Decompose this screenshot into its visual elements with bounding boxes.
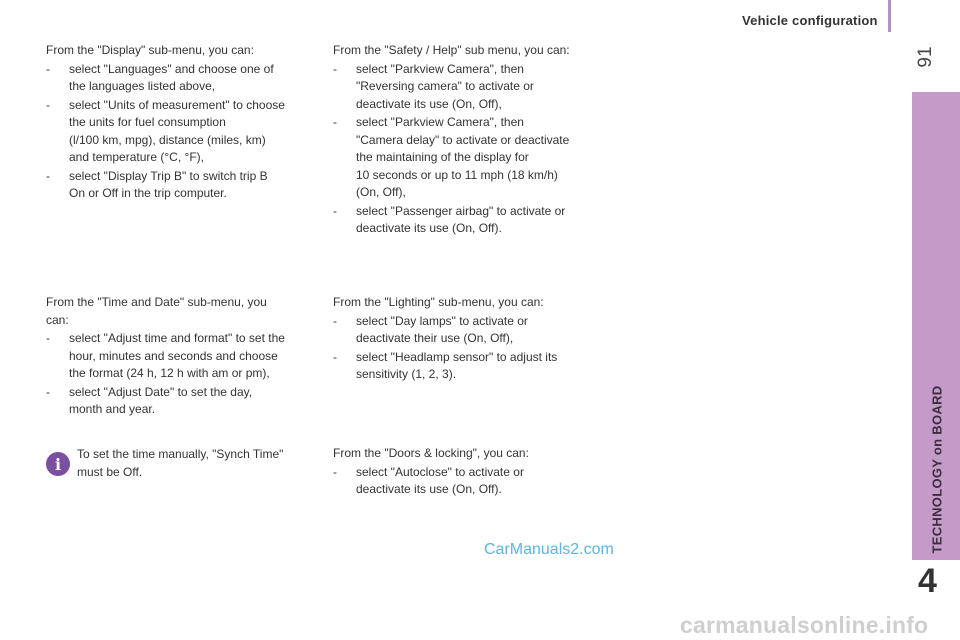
list-item: - select "Display Trip B" to switch trip B On or Off in the trip computer. — [46, 168, 321, 203]
display-submenu-section — [46, 42, 321, 203]
display-intro: From the "Display" sub-menu, you can: — [46, 43, 254, 57]
lighting-section — [333, 294, 608, 384]
chapter-number: 4 — [918, 562, 937, 600]
info-icon: i — [46, 452, 70, 476]
list-item: - select "Day lamps" to activate or deactivate their use (On, Off), — [333, 313, 608, 348]
safety-intro: From the "Safety / Help" sub menu, you can: — [333, 43, 570, 57]
title-accent-bar — [888, 0, 891, 32]
safety-list — [333, 61, 608, 238]
list-item: - select "Headlamp sensor" to adjust its sensitivity (1, 2, 3). — [333, 349, 608, 384]
doors-locking-section — [333, 445, 608, 499]
list-item: - select "Adjust Date" to set the day, month and year. — [46, 384, 321, 419]
chapter-tab-label: TECHNOLOGY on BOARD — [929, 385, 945, 554]
page-number: 91 — [915, 46, 936, 68]
list-item: - select "Passenger airbag" to activate or deactivate its use (On, Off). — [333, 203, 608, 238]
doors-intro: From the "Doors & locking", you can: — [333, 446, 529, 460]
time-date-list — [46, 330, 321, 419]
section-title: Vehicle configuration — [742, 13, 878, 28]
lighting-list — [333, 313, 608, 384]
list-item: - select "Parkview Camera", then "Camera delay" to activate or deactivate the maintaining of the display for 10 seconds or up to 11 mph (18 km/h) (On, Off), — [333, 114, 608, 202]
display-list — [46, 61, 321, 203]
list-item: - select "Parkview Camera", then "Reversing camera" to activate or deactivate its use (On, Off), — [333, 61, 608, 114]
time-date-intro: From the "Time and Date" sub-menu, you can: — [46, 295, 267, 327]
list-item: - select "Autoclose" to activate or deactivate its use (On, Off). — [333, 464, 608, 499]
lighting-intro: From the "Lighting" sub-menu, you can: — [333, 295, 544, 309]
list-item: - select "Units of measurement" to choose the units for fuel consumption (l/100 km, mpg), distance (miles, km) and temperature (°C, °F), — [46, 97, 321, 167]
safety-help-section — [333, 42, 608, 238]
watermark-bottom: carmanualsonline.info — [680, 612, 929, 638]
chapter-side-tab — [912, 92, 960, 560]
time-date-section — [46, 294, 321, 419]
watermark-top: CarManuals2.com — [484, 541, 614, 558]
info-note-text: To set the time manually, "Synch Time" must be Off. — [77, 447, 284, 479]
list-item: - select "Adjust time and format" to set the hour, minutes and seconds and choose the format (24 h, 12 h with am or pm), — [46, 330, 321, 383]
list-item: - select "Languages" and choose one of the languages listed above, — [46, 61, 321, 96]
doors-list — [333, 464, 608, 499]
